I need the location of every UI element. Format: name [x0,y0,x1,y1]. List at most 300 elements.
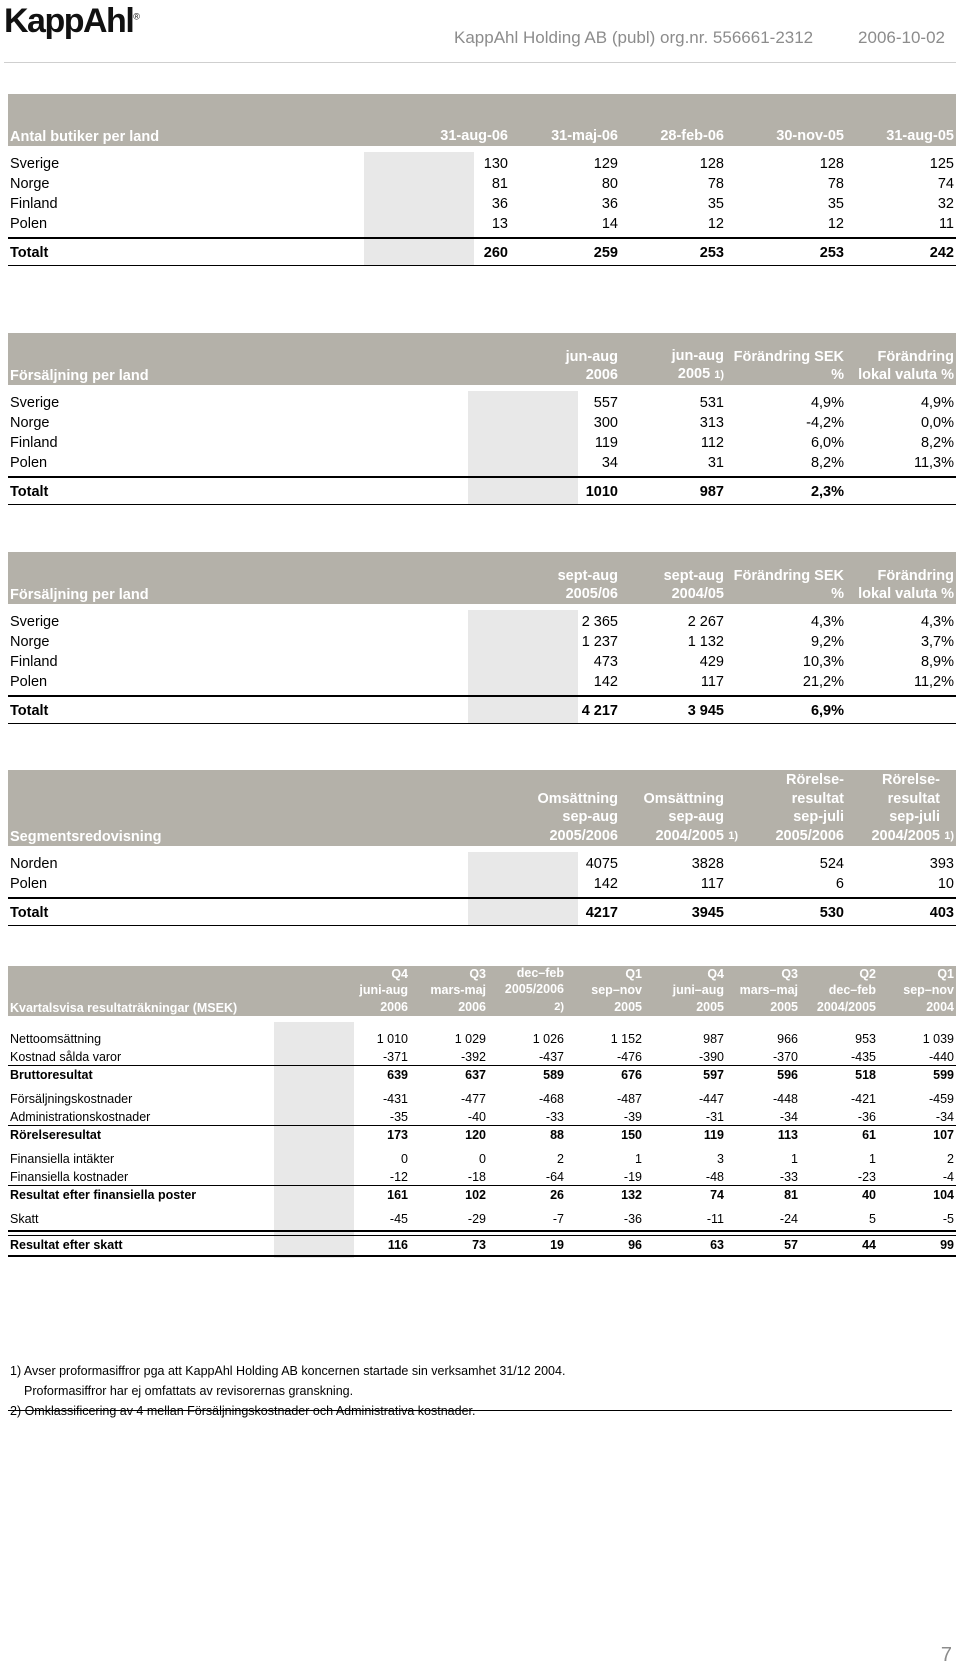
t4-col-line: Rörelse- [881,772,940,788]
t5-cell: 119 [703,1128,724,1142]
t5-col-line-text: 2004/2005 [816,999,876,1014]
t1-col-3 [724,127,844,145]
t1-bottom-rule [8,265,956,266]
t1-row [8,214,956,234]
t1-cell: 35 [707,196,724,212]
t5-row-label: Resultat efter finansiella poster [10,1188,197,1202]
t5-cell: -34 [779,1110,798,1124]
t5-cell: 120 [465,1128,486,1142]
t2-cell: 11,3% [913,455,954,471]
t5-cell: -34 [935,1110,954,1124]
t1-total-cell: 253 [819,245,844,261]
t5-col-line-text: Q2 [859,966,876,981]
t5-row-label: Skatt [10,1212,39,1226]
t5-cell: 637 [465,1068,486,1082]
t4-row [8,854,956,874]
t2-cell: 8,2% [920,435,954,451]
t5-cell: 2 [557,1152,564,1166]
t5-cell: -476 [616,1050,642,1064]
t5-col-line-text: Q3 [781,966,798,981]
t5-cell: 987 [703,1032,724,1046]
t4-cell: 10 [937,876,954,892]
t4-total-cell: 403 [929,905,954,921]
t5-cell: 2 [947,1152,954,1166]
t5-row-label: Resultat efter skatt [10,1238,123,1252]
t3-col-a: Förändring SEK [733,568,844,584]
t5-skatt-rule [8,1230,956,1232]
document-date: 2006-10-02 [858,28,945,47]
t5-cell: -477 [460,1092,486,1106]
t1-header [8,94,956,146]
t4-cell: 524 [819,856,844,872]
t2-bottom-rule [8,504,956,505]
t5-col-line-text: sep–nov [591,983,642,997]
t4-col-line: 2004/2005 [871,827,940,844]
t5-cell: -440 [928,1050,954,1064]
t5-cell: 96 [628,1238,642,1252]
t5-row [8,1210,956,1228]
t5-cell: 161 [387,1188,408,1202]
t5-cell: -4 [942,1170,954,1184]
t1-cell: 11 [938,216,954,232]
t4-col-line: sep-aug [562,809,618,825]
t5-cell: -64 [545,1170,564,1184]
header-rule [4,62,956,63]
t5-table [8,965,956,1252]
t5-cell: -448 [772,1092,798,1106]
t4-col-line: 2005/2006 [549,827,618,844]
t5-cell: 73 [472,1238,486,1252]
t5-cell: -5 [942,1212,954,1226]
t5-cell: -371 [382,1050,408,1064]
t4-col-line: resultat [887,790,940,807]
t5-cell: 1 [791,1152,798,1166]
t2-cell: 4,9% [810,395,844,411]
t2-col-a: jun-aug [565,349,618,365]
t5-cell: 74 [710,1188,724,1202]
t2-col-b-text: % [831,367,844,383]
t5-cell: 1 029 [454,1032,486,1046]
t4-col-line: sep-aug [668,809,724,825]
t5-cell: 966 [777,1032,798,1046]
t3-col-a: sept-aug [557,568,618,584]
t3-table [8,552,956,719]
t5-cell: 102 [465,1188,486,1202]
t3-cell: 473 [593,654,618,670]
t5-cell: 1 010 [376,1032,408,1046]
t5-cell: -45 [389,1212,408,1226]
t5-row-label: Kostnad sålda varor [10,1050,122,1064]
t5-cell: -7 [552,1212,564,1226]
t5-cell: 57 [784,1238,798,1252]
t1-col-0 [388,127,508,145]
t4-row-label: Polen [10,876,48,892]
t1-cell: 14 [601,216,618,232]
t3-col-b-text: 2004/05 [671,586,724,602]
t2-total-label: Totalt [10,484,49,500]
t5-cell: 132 [621,1188,642,1202]
t1-col-label: 31-maj-06 [551,128,618,144]
t5-cell: 40 [862,1188,876,1202]
t3-total-row [8,701,956,721]
t5-row [8,1108,956,1126]
t1-total-label: Totalt [10,245,49,261]
t1-total-rule [8,237,956,239]
t3-total-label: Totalt [10,703,49,719]
t2-title: Försäljning per land [10,368,149,384]
t1-table [8,94,956,261]
t4-col-line: Omsättning [537,790,618,807]
t4-row-label: Norden [10,856,58,872]
t5-cell: -29 [467,1212,486,1226]
t3-cell: 2 365 [581,614,618,630]
t2-cell: 34 [601,455,618,471]
t1-cell: 36 [601,196,618,212]
t1-row [8,194,956,214]
t4-col-line: 2004/2005 [655,827,724,844]
t3-col-b-text: 2005/06 [565,586,618,602]
t1-cell: 12 [707,216,724,232]
t5-cell: -33 [545,1110,564,1124]
t5-col-line-text: Q1 [625,966,642,981]
t5-cell: -12 [389,1170,408,1184]
t3-cell: 4,3% [920,614,954,630]
t5-title: Kvartalsvisa resultaträkningar (MSEK) [10,1001,238,1015]
t3-row [8,672,956,692]
t2-table [8,333,956,500]
t2-cell: -4,2% [806,415,844,431]
t1-cell: 32 [937,196,954,212]
t1-col-4 [834,127,954,145]
t4-col-line: resultat [791,790,844,807]
t5-cell: -468 [538,1092,564,1106]
t5-rule [8,1185,956,1186]
t5-col-line-text: 2005 [696,999,724,1014]
t2-row-label: Finland [10,435,58,451]
t3-col-3 [754,567,954,603]
t4-row [8,874,956,894]
t1-cell: 129 [593,156,618,172]
t5-cell: -35 [389,1110,408,1124]
t3-total-cell: 6,9% [810,703,844,719]
t1-cell: 36 [491,196,508,212]
t1-cell: 130 [483,156,508,172]
t5-cell: -370 [772,1050,798,1064]
t5-col-line-text: Q1 [937,966,954,981]
t2-total-rule [8,476,956,478]
t3-cell: 9,2% [810,634,844,650]
t2-col-a: Förändring SEK [733,349,844,365]
t1-col-label: 28-feb-06 [660,128,724,144]
t3-cell: 3,7% [920,634,954,650]
t3-title: Försäljning per land [10,587,149,603]
t3-cell: 11,2% [913,674,954,690]
t4-footnote-ref: 1) [728,829,738,842]
t5-cell: -447 [698,1092,724,1106]
t5-col-line [844,966,954,983]
t3-row [8,652,956,672]
t5-cell: 1 026 [532,1032,564,1046]
t5-cell: 1 152 [610,1032,642,1046]
t1-col-label: 31-aug-05 [886,128,954,144]
t1-cell: 12 [827,216,844,232]
t4-col-line: sep-juli [793,809,844,825]
t5-row [8,1066,956,1084]
t1-row-label: Sverige [10,156,60,172]
t5-col-line-text: dec–feb [828,983,876,997]
t5-cell: 99 [940,1238,954,1252]
t1-total-cell: 260 [483,245,508,261]
t5-col-line [844,999,954,1016]
t5-col-line-text: 2006 [380,999,408,1014]
t5-cell: 150 [621,1128,642,1142]
t5-col-line-text: mars–maj [739,983,798,997]
t5-row-label: Administrationskostnader [10,1110,151,1124]
t5-cell: 676 [621,1068,642,1082]
t2-total-row [8,482,956,502]
t4-col-note [944,826,954,846]
kappahl-logo: KappAhl® [4,2,140,40]
t5-bottom-rule [8,1255,956,1257]
t5-col-line-text: 2004 [926,999,954,1014]
t2-col-a: jun-aug [671,348,724,364]
t5-cell: 63 [710,1238,724,1252]
t2-cell: 31 [707,455,724,471]
t5-footnote-ref: 2) [554,1000,564,1013]
t5-cell: 1 039 [922,1032,954,1046]
t2-cell: 8,2% [810,455,844,471]
t5-col-line-text: 2006 [458,999,486,1014]
t1-cell: 81 [491,176,508,192]
t3-cell: 1 132 [687,634,724,650]
t2-total-cell: 987 [699,484,724,500]
t4-footnote-ref: 1) [944,829,954,842]
t4-col-line: Rörelse- [785,772,844,788]
t3-row-label: Polen [10,674,48,690]
t5-row-label: Finansiella kostnader [10,1170,129,1184]
t1-row [8,154,956,174]
t2-row [8,413,956,433]
t5-cell: 1 [635,1152,642,1166]
t5-cell: -435 [850,1050,876,1064]
t5-cell: 26 [550,1188,564,1202]
t5-col-line-text: Q4 [707,966,724,981]
footnote-1b: Proformasiffror har ej omfattats av revisorernas granskning. [24,1384,354,1398]
t5-cell: -431 [382,1092,408,1106]
t3-cell: 117 [700,674,724,690]
t1-col-label: 30-nov-05 [776,128,844,144]
t5-cell: -487 [616,1092,642,1106]
t5-cell: -36 [857,1110,876,1124]
t5-cell: 639 [387,1068,408,1082]
t5-row [8,1236,956,1254]
t1-cell: 13 [491,216,508,232]
footnote-1: 1) Avser proformasiffror pga att KappAhl Holding AB koncernen startade sin verksamhet 31/12 2004. [10,1364,566,1378]
t4-cell: 3828 [691,856,724,872]
t2-row [8,393,956,413]
t2-cell: 531 [699,395,724,411]
t5-col-line-text: Q3 [469,966,486,981]
t5-col-line-text: juni–aug [672,983,724,997]
t1-cell: 125 [929,156,954,172]
t1-cell: 35 [827,196,844,212]
t5-cell: -11 [706,1212,724,1226]
t1-col-1 [498,127,618,145]
t3-total-cell: 4 217 [581,703,618,719]
t5-col-line-text: Q4 [391,966,408,981]
t3-cell: 429 [699,654,724,670]
t5-cell: 1 [869,1152,876,1166]
t5-row-label: Försäljningskostnader [10,1092,133,1106]
t5-cell: 589 [543,1068,564,1082]
t5-cell: 19 [550,1238,564,1252]
t5-cell: 173 [387,1128,408,1142]
t1-cell: 78 [827,176,844,192]
t5-row [8,1186,956,1204]
company-info: KappAhl Holding AB (publ) org.nr. 556661-2312 [454,28,814,47]
t5-cell: -36 [623,1212,642,1226]
t5-cell: -40 [467,1110,486,1124]
t2-cell: 4,9% [920,395,954,411]
t5-cell: 596 [777,1068,798,1082]
t3-row-label: Sverige [10,614,60,630]
t1-col-label: 31-aug-06 [440,128,508,144]
t2-row [8,453,956,473]
t5-cell: -24 [779,1212,798,1226]
t5-cell: -23 [857,1170,876,1184]
page-number: 7 [940,1644,952,1666]
t5-row [8,1048,956,1066]
t3-col-b-text: lokal valuta % [858,586,954,602]
t5-col-7 [844,966,954,1016]
t2-cell: 557 [593,395,618,411]
t4-bottom-rule [8,925,956,926]
t5-rule [8,1125,956,1126]
t5-row [8,1090,956,1108]
t2-cell: 313 [699,415,724,431]
t1-cell: 128 [699,156,724,172]
t4-total-row [8,903,956,923]
t5-cell: 61 [862,1128,876,1142]
t2-col-b-text: 2005 [677,366,711,382]
t5-col-line-text: 2005 [770,999,798,1014]
t3-row-label: Finland [10,654,58,670]
t3-bottom-rule [8,723,956,724]
t2-cell: 6,0% [810,435,844,451]
t3-col-a: Förändring [877,568,954,584]
t3-col-b-text: % [831,586,844,602]
t5-col-line-text: mars-maj [430,983,486,997]
t5-cell: -390 [698,1050,724,1064]
t1-row-label: Finland [10,196,58,212]
t5-row [8,1168,956,1186]
t4-total-cell: 530 [819,905,844,921]
t4-cell: 393 [929,856,954,872]
t2-cell: 0,0% [920,415,954,431]
t5-cell: 104 [933,1188,954,1202]
t1-col-2 [604,127,724,145]
t3-row-label: Norge [10,634,50,650]
t4-cell: 4075 [585,856,618,872]
t1-cell: 128 [819,156,844,172]
t3-row [8,632,956,652]
t5-cell: -31 [705,1110,724,1124]
t3-row [8,612,956,632]
t5-row [8,1150,956,1168]
t2-row-label: Sverige [10,395,60,411]
t4-col-line: 2005/2006 [775,827,844,844]
t1-cell: 74 [937,176,954,192]
t4-cell: 142 [593,876,618,892]
t4-col-line: Omsättning [643,790,724,807]
t4-header [8,770,956,846]
t3-header [8,552,956,604]
t1-row-label: Norge [10,176,50,192]
t5-cell: 597 [703,1068,724,1082]
t2-cell: 119 [594,435,618,451]
t5-cell: -39 [623,1110,642,1124]
t1-total-cell: 242 [929,245,954,261]
t5-col-line-text: sep–nov [903,983,954,997]
t2-col-b-text: 2006 [585,367,618,383]
t3-col-b [754,585,954,603]
t5-cell: 5 [869,1212,876,1226]
t4-total-cell: 4217 [585,905,618,921]
t5-row-label: Nettoomsättning [10,1032,102,1046]
t5-cell: -459 [928,1092,954,1106]
t5-row-label: Bruttoresultat [10,1068,93,1082]
t5-row-label: Rörelseresultat [10,1128,102,1142]
t3-cell: 142 [593,674,618,690]
t1-total-row [8,243,956,263]
t1-cell: 80 [601,176,618,192]
t5-col-line [844,982,954,999]
t5-cell: 107 [933,1128,954,1142]
t2-col-a: Förändring [877,349,954,365]
t5-cell: -18 [467,1170,486,1184]
t4-total-rule [8,897,956,899]
t5-cell: 81 [784,1188,798,1202]
t5-cell: 953 [855,1032,876,1046]
t1-total-cell: 259 [593,245,618,261]
t2-row-label: Norge [10,415,50,431]
t5-col-line-text: 2005 [614,999,642,1014]
t5-cell: -421 [850,1092,876,1106]
t5-row [8,1126,956,1144]
t2-col-b-text: lokal valuta % [858,367,954,383]
t3-cell: 4,3% [810,614,844,630]
t5-cell: 518 [855,1068,876,1082]
t4-col-3 [790,771,954,845]
t2-col-b [754,366,954,384]
t4-total-label: Totalt [10,905,49,921]
t5-cell: 0 [401,1152,408,1166]
t1-cell: 78 [707,176,724,192]
t4-cell: 117 [700,876,724,892]
t2-col-3 [754,348,954,384]
t5-cell: -392 [460,1050,486,1064]
t2-total-cell: 1010 [585,484,618,500]
t5-header [8,966,956,1016]
t3-cell: 8,9% [920,654,954,670]
t3-cell: 2 267 [687,614,724,630]
t5-cell: -19 [623,1170,642,1184]
t5-cell: 3 [717,1152,724,1166]
t5-cell: 113 [777,1128,798,1142]
t4-title: Segmentsredovisning [10,829,162,845]
t5-col-line-text: 2005/2006 [504,982,564,996]
t2-row-label: Polen [10,455,48,471]
